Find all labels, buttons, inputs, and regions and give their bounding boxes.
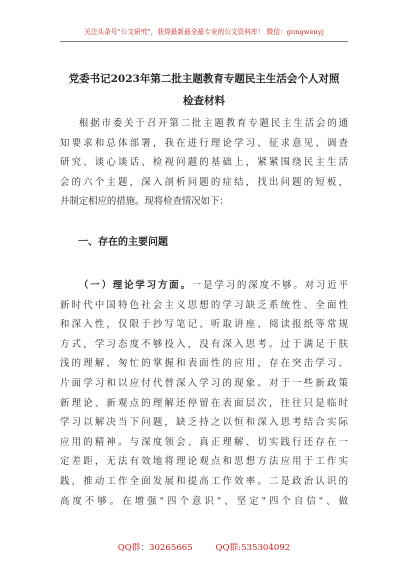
theory-line: 学习以解决当下问题，缺乏持之以恒和深入思考结合实际: [60, 417, 348, 429]
theory-line-first: [60, 276, 348, 296]
intro-line: 根据市委关于召开第二批主题教育专题民主生活会的通: [79, 118, 348, 129]
header-promo-text: 关注头条号"公文研究"，获得最新最全最专业的公文资料库！ 微信：gongwenyj: [84, 28, 324, 36]
section-heading: 一、存在的主要问题: [78, 237, 168, 248]
intro-line: 知要求和总体部署，我在进行理论学习、征求意见、调查: [60, 137, 348, 149]
intro-line: 并制定相应的措施。现将检查情况如下：: [60, 196, 229, 208]
theory-line: 浅的理解、匆忙的掌握和表面性的应用，存在突击学习、: [60, 358, 348, 370]
title-line-1: 党委书记2023年第二批主题教育专题民主生活会个人对照: [68, 73, 340, 85]
theory-line: 片面学习和以应付代替深入学习的现象。对于一些新政策: [60, 377, 348, 389]
subsection-label: （一）理论学习方面。: [79, 280, 192, 291]
footer-qq-groups: [0, 541, 408, 553]
theory-study-paragraph: [60, 276, 348, 511]
document-title: [60, 68, 348, 112]
theory-line: 和深入性，仅限于抄写笔记、听取讲座、阅读报纸等常规: [60, 319, 348, 331]
intro-paragraph: [60, 114, 348, 212]
intro-line: 会的六个主题，深入剖析问题的症结，找出问题的短板，: [60, 176, 348, 188]
theory-line: 定差距，无法有效地将理论观点和思想方法应用于工作实: [60, 456, 348, 468]
title-line-2: 检查材料: [183, 95, 225, 107]
theory-line: 新时代中国特色社会主义思想的学习缺乏系统性、全面性: [60, 299, 348, 311]
theory-line: 新理论、新观点的理解还停留在表面层次，往往只是临时: [60, 397, 348, 409]
intro-line: 研究、谈心谈话、检视问题的基础上，紧紧围绕民主生活: [60, 157, 348, 169]
header-divider: [60, 41, 348, 42]
qq-group-left: QQ群：30265665: [117, 543, 193, 553]
theory-line: 践，推动工作全面发展和提高工作效率。二是政治认识的: [60, 475, 348, 487]
theory-line: 高度不够。在增强"四个意识"、坚定"四个自信"、做: [60, 495, 348, 507]
theory-line-first-text: 一是学习的深度不够。对习近平: [191, 280, 348, 291]
theory-line: 应用的精神。与深度领会、真正理解、切实践行还存在一: [60, 436, 348, 448]
qq-group-right: QQ群:535304092: [215, 543, 291, 553]
theory-line: 方式，学习态度不够投入，没有深入思考。过于满足于肤: [60, 338, 348, 350]
